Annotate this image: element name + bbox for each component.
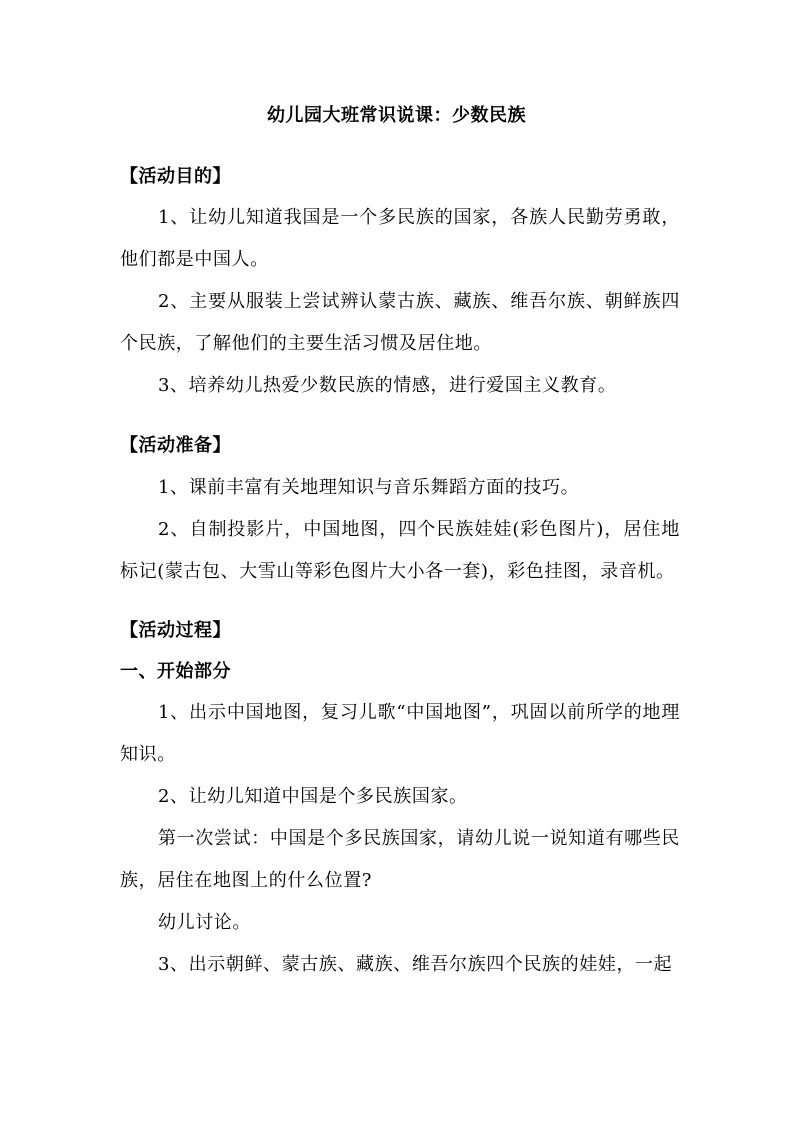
purpose-heading: 【活动目的】 — [120, 166, 231, 187]
process-item-3: 第一次尝试：中国是个多民族国家，请幼儿说一说知道有哪些民族，居住在地图上的什么位置? — [120, 828, 680, 891]
process-item-4: 幼儿讨论。 — [158, 912, 251, 933]
prep-item-1: 1、课前丰富有关地理知识与音乐舞蹈方面的技巧。 — [158, 477, 580, 498]
document-title: 幼儿园大班常识说课：少数民族 — [267, 105, 526, 126]
process-item-1: 1、出示中国地图，复习儿歌“中国地图”，巩固以前所学的地理知识。 — [120, 702, 680, 765]
purpose-item-3: 3、培养幼儿热爱少数民族的情感，进行爱国主义教育。 — [158, 375, 617, 396]
purpose-item-1: 1、让幼儿知道我国是一个多民族的国家，各族人民勤劳勇敢，他们都是中国人。 — [120, 207, 680, 270]
process-heading: 【活动过程】 — [120, 620, 231, 641]
part-one-heading: 一、开始部分 — [120, 661, 231, 682]
process-item-2: 2、让幼儿知道中国是个多民族国家。 — [158, 786, 468, 807]
prep-item-2: 2、自制投影片，中国地图，四个民族娃娃(彩色图片)，居住地标记(蒙古包、大雪山等彩色图片大小各一套)，彩色挂图，录音机。 — [120, 519, 680, 582]
prep-heading: 【活动准备】 — [120, 435, 231, 456]
purpose-item-2: 2、主要从服装上尝试辨认蒙古族、藏族、维吾尔族、朝鲜族四个民族，了解他们的主要生活习惯及居住地。 — [120, 291, 680, 354]
process-item-5: 3、出示朝鲜、蒙古族、藏族、维吾尔族四个民族的娃娃，一起 — [158, 954, 673, 975]
